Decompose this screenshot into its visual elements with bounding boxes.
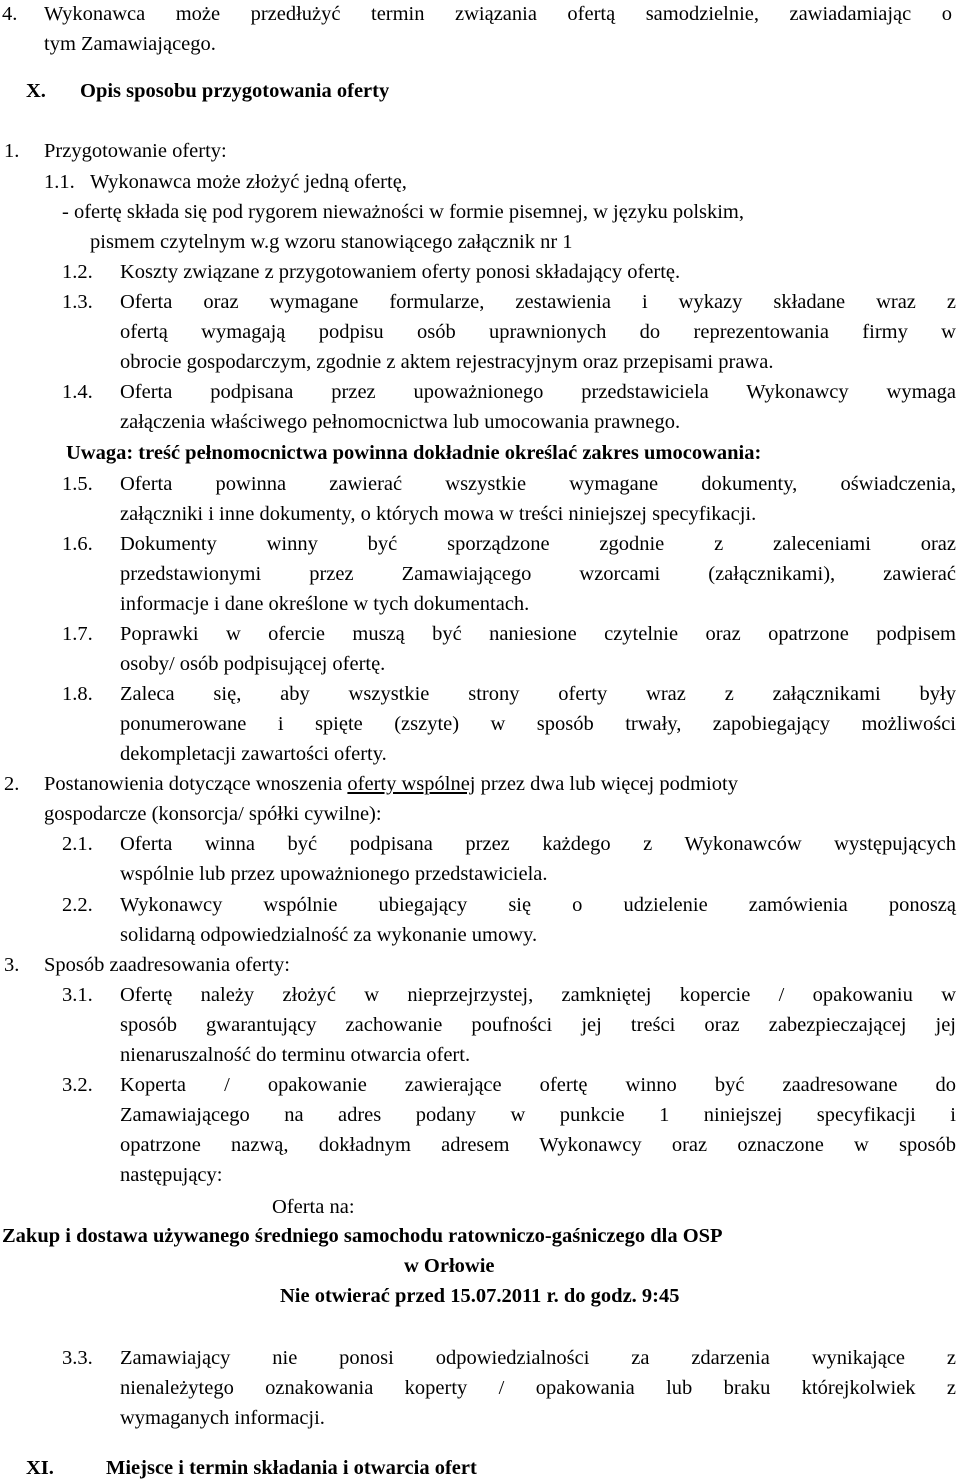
item-1-5-line-1: Oferta powinna zawierać wszystkie wymagane dokumenty, oświadczenia,: [120, 473, 956, 495]
item-3-2-line-1: Koperta / opakowanie zawierające ofertę winno być zaadresowane do: [120, 1074, 956, 1096]
item-3-2-line-4: następujący:: [120, 1164, 223, 1186]
item-2-number: 2.: [4, 773, 20, 795]
item-2-2-number: 2.2.: [62, 894, 93, 916]
item-1-title: Przygotowanie oferty:: [44, 140, 227, 162]
item-1-3-line-1: Oferta oraz wymagane formularze, zestawienia i wykazy składane wraz z: [120, 291, 956, 313]
item-4-line-2: tym Zamawiającego.: [44, 33, 216, 55]
item-3-2-number: 3.2.: [62, 1074, 93, 1096]
section-x-title: Opis sposobu przygotowania oferty: [80, 80, 390, 102]
item-1-7-line-2: osoby/ osób podpisującej ofertę.: [120, 653, 386, 675]
item-1-2-line-1: Koszty związane z przygotowaniem oferty ponosi składający ofertę.: [120, 261, 681, 283]
item-1-6-line-2: przedstawionymi przez Zamawiającego wzorcami (załącznikami), zawierać: [120, 563, 956, 585]
item-1-3-line-3: obrocie gospodarczym, zgodnie z aktem rejestracyjnym oraz przepisami prawa.: [120, 351, 774, 373]
envelope-line-2: w Orłowie: [404, 1255, 495, 1277]
item-1-1-number: 1.1.: [44, 171, 75, 193]
item-2-underlined-phrase: oferty wspólnej: [347, 773, 476, 795]
item-2-1-number: 2.1.: [62, 833, 93, 855]
item-1-8-line-1: Zaleca się, aby wszystkie strony oferty wraz z załącznikami były: [120, 683, 956, 705]
section-xi-number: XI.: [26, 1457, 54, 1479]
section-x-number: X.: [26, 80, 46, 102]
item-1-number: 1.: [4, 140, 20, 162]
item-3-1-line-1: Ofertę należy złożyć w nieprzejrzystej, zamkniętej kopercie / opakowaniu w: [120, 984, 956, 1006]
item-3-1-line-2: sposób gwarantujący zachowanie poufności jej treści oraz zabezpieczającej jej: [120, 1014, 956, 1036]
item-2-line-1-post: przez dwa lub więcej podmioty: [480, 773, 738, 795]
item-2-line-2: gospodarcze (konsorcja/ spółki cywilne):: [44, 803, 382, 825]
item-3-3-line-1: Zamawiający nie ponosi odpowiedzialności za zdarzenia wynikające z: [120, 1347, 956, 1369]
item-3-1-number: 3.1.: [62, 984, 93, 1006]
item-1-1-line-3: pismem czytelnym w.g wzoru stanowiącego załącznik nr 1: [90, 231, 573, 253]
item-1-4-line-2: załączenia właściwego pełnomocnictwa lub umocowania prawnego.: [120, 411, 681, 433]
item-2-line-1-pre: Postanowienia dotyczące wnoszenia: [44, 773, 343, 795]
item-1-5-line-2: załączniki i inne dokumenty, o których mowa w treści niniejszej specyfikacji.: [120, 503, 757, 525]
item-3-2-line-2: Zamawiającego na adres podany w punkcie 1 niniejszej specyfikacji i: [120, 1104, 956, 1126]
item-1-6-line-3: informacje i dane określone w tych dokumentach.: [120, 593, 530, 615]
item-3-number: 3.: [4, 954, 20, 976]
envelope-line-1: Zakup i dostawa używanego średniego samochodu ratowniczo-gaśniczego dla OSP: [2, 1225, 723, 1247]
item-1-7-number: 1.7.: [62, 623, 93, 645]
item-2-1-line-2: wspólnie lub przez upoważnionego przedstawiciela.: [120, 863, 548, 885]
item-3-3-line-2: nienależytego oznakowania koperty / opakowania lub braku którejkolwiek z: [120, 1377, 956, 1399]
item-1-7-line-1: Poprawki w ofercie muszą być naniesione czytelnie oraz opatrzone podpisem: [120, 623, 956, 645]
item-1-8-line-3: dekompletacji zawartości oferty.: [120, 743, 387, 765]
item-1-4-number: 1.4.: [62, 381, 93, 403]
item-1-4-line-1: Oferta podpisana przez upoważnionego przedstawiciela Wykonawcy wymaga: [120, 381, 956, 403]
uwaga-note: Uwaga: treść pełnomocnictwa powinna dokładnie określać zakres umocowania:: [66, 442, 762, 464]
item-1-2-number: 1.2.: [62, 261, 93, 283]
item-1-1-line-2: - ofertę składa się pod rygorem nieważności w formie pisemnej, w języku polskim,: [62, 201, 745, 223]
item-3-2-line-3: opatrzone nazwą, dokładnym adresem Wykonawcy oraz oznaczone w sposób: [120, 1134, 956, 1156]
item-2-2-line-1: Wykonawcy wspólnie ubiegający się o udzielenie zamówienia ponoszą: [120, 894, 956, 916]
envelope-label: Oferta na:: [272, 1196, 355, 1218]
item-1-1-line-1: Wykonawca może złożyć jedną ofertę,: [90, 171, 407, 193]
item-3-3-line-3: wymaganych informacji.: [120, 1407, 325, 1429]
envelope-line-3: Nie otwierać przed 15.07.2011 r. do godz. 9:45: [280, 1285, 680, 1307]
item-2-line-1: [44, 774, 738, 795]
item-4-line-1: Wykonawca może przedłużyć termin związania ofertą samodzielnie, zawiadamiając o: [44, 3, 952, 25]
item-2-2-line-2: solidarną odpowiedzialność za wykonanie umowy.: [120, 924, 538, 946]
item-3-3-number: 3.3.: [62, 1347, 93, 1369]
item-4-number: 4.: [2, 3, 18, 25]
section-xi-title: Miejsce i termin składania i otwarcia ofert: [106, 1457, 477, 1479]
item-3-title: Sposób zaadresowania oferty:: [44, 954, 290, 976]
item-1-8-line-2: ponumerowane i spięte (zszyte) w sposób trwały, zapobiegający możliwości: [120, 713, 956, 735]
item-1-6-number: 1.6.: [62, 533, 93, 555]
item-1-3-number: 1.3.: [62, 291, 93, 313]
item-1-3-line-2: ofertą wymagają podpisu osób uprawnionych do reprezentowania firmy w: [120, 321, 956, 343]
item-1-8-number: 1.8.: [62, 683, 93, 705]
item-2-1-line-1: Oferta winna być podpisana przez każdego z Wykonawców występujących: [120, 833, 956, 855]
item-3-1-line-3: nienaruszalność do terminu otwarcia ofert.: [120, 1044, 471, 1066]
item-1-6-line-1: Dokumenty winny być sporządzone zgodnie z zaleceniami oraz: [120, 533, 956, 555]
item-1-5-number: 1.5.: [62, 473, 93, 495]
